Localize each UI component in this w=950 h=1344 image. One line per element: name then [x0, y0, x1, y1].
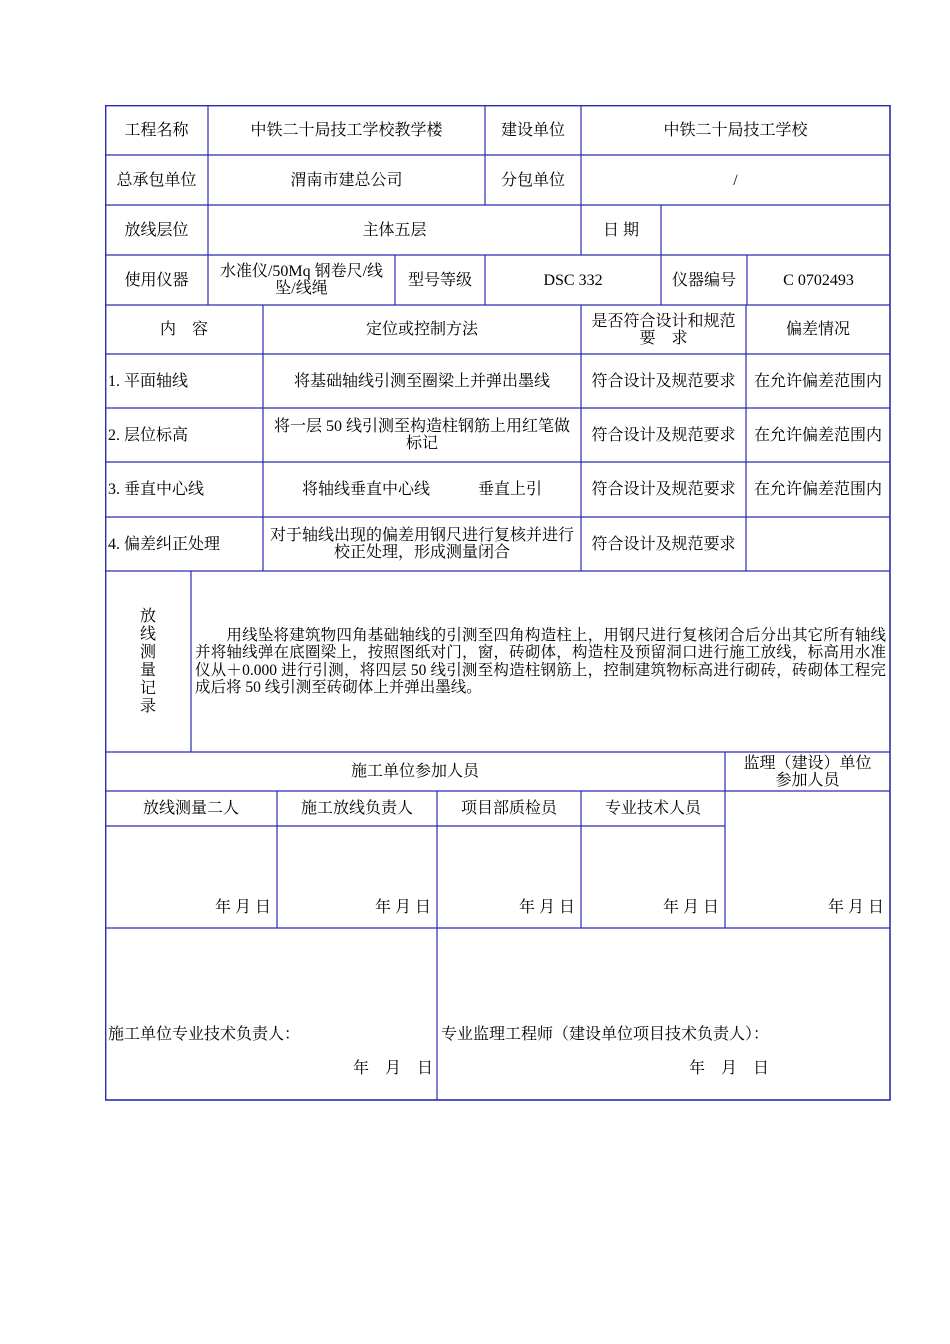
check-conform: 符合设计及规范要求 [591, 481, 736, 498]
check-deviation: 在允许偏差范围内 [753, 426, 882, 444]
contractor-value: 渭南市建总公司 [290, 171, 403, 189]
owner-value: 中铁二十局技工学校 [663, 121, 808, 139]
signature-date: 年 月 日 [374, 899, 431, 916]
col-content-header: 内 容 [159, 321, 208, 338]
subcontractor-label: 分包单位 [500, 171, 565, 189]
model-label: 型号等级 [407, 271, 472, 289]
signature-date: 年 月 日 [662, 899, 719, 916]
check-deviation: 在允许偏差范围内 [753, 481, 882, 498]
role-technician: 专业技术人员 [604, 800, 701, 817]
project-name-value: 中铁二十局技工学校教学楼 [250, 121, 443, 139]
check-method: 将轴线垂直中心线 垂直上引 [301, 481, 542, 498]
check-conform: 符合设计及规范要求 [591, 535, 736, 553]
check-item: 4. 偏差纠正处理 [108, 535, 221, 553]
construction-participants-label: 施工单位参加人员 [350, 763, 479, 780]
serial-label: 仪器编号 [671, 271, 736, 289]
role-surveyors: 放线测量二人 [142, 800, 239, 817]
check-conform: 符合设计及规范要求 [591, 372, 736, 390]
layer-label: 放线层位 [124, 221, 189, 239]
project-name-label: 工程名称 [124, 121, 189, 139]
signature-date: 年 月 日 [518, 899, 575, 916]
role-quality-inspector: 项目部质检员 [460, 800, 557, 817]
instrument-value: 水准仪/50Mq 钢卷尺/线坠/线绳 [219, 263, 384, 297]
check-deviation [746, 517, 890, 571]
subcontractor-value: / [733, 171, 738, 189]
signature-date: 年 月 日 [827, 899, 884, 916]
model-value: DSC 332 [543, 271, 603, 289]
signoff-date: 年 月 日 [689, 1059, 770, 1077]
col-method-header: 定位或控制方法 [365, 321, 478, 338]
owner-label: 建设单位 [500, 121, 565, 139]
check-deviation: 在允许偏差范围内 [753, 372, 882, 390]
serial-value: C 0702493 [783, 271, 854, 289]
signoff-date: 年 月 日 [352, 1059, 433, 1077]
record-label-char: 录 [139, 697, 156, 715]
record-label [105, 571, 191, 752]
col-conform-header: 是否符合设计和规范要 求 [591, 312, 736, 347]
contractor-label: 总承包单位 [116, 171, 197, 189]
record-label-char: 线 [139, 625, 156, 643]
record-label-char: 记 [139, 679, 156, 697]
check-method: 将一层 50 线引测至构造柱钢筋上用红笔做标记 [273, 418, 570, 452]
check-item: 3. 垂直中心线 [108, 481, 205, 498]
record-label-char: 放 [139, 607, 156, 625]
supervision-participants-label: 监理（建设）单位参加人员 [743, 754, 872, 789]
check-item: 2. 层位标高 [108, 426, 189, 444]
check-conform: 符合设计及规范要求 [591, 426, 736, 444]
record-label-char: 量 [139, 661, 156, 679]
col-deviation-header: 偏差情况 [785, 321, 850, 338]
record-label-char: 测 [139, 643, 156, 661]
instrument-label: 使用仪器 [124, 271, 189, 289]
date-value [661, 205, 890, 255]
record-text: 用线坠将建筑物四角基础轴线的引测至四角构造柱上，用钢尺进行复核闭合后分出其它所有轴线并将轴线弹在底圈梁上，按照图纸对门，窗，砖砌体，构造柱及预留洞口进行施工放线，标高用水准仪从＋0.000 进行引测，将四层 50 线引测至构造柱钢筋上，控制建筑物标高进行砌砖，砖砌体工程完成后将 50 线引测至砖砌体上并弹出墨线。 [195, 626, 886, 696]
layer-value: 主体五层 [362, 221, 427, 239]
check-item: 1. 平面轴线 [108, 372, 189, 390]
check-method: 对于轴线出现的偏差用钢尺进行复核并进行校正处理，形成测量闭合 [269, 527, 574, 561]
date-label: 日 期 [602, 221, 639, 239]
check-method: 将基础轴线引测至圈梁上并弹出墨线 [293, 372, 550, 390]
supervisor-label: 专业监理工程师（建设单位项目技术负责人）： [441, 1025, 770, 1043]
construction-tech-lead-label: 施工单位专业技术负责人： [108, 1025, 301, 1043]
signature-date: 年 月 日 [214, 899, 271, 916]
role-layout-lead: 施工放线负责人 [300, 800, 413, 817]
